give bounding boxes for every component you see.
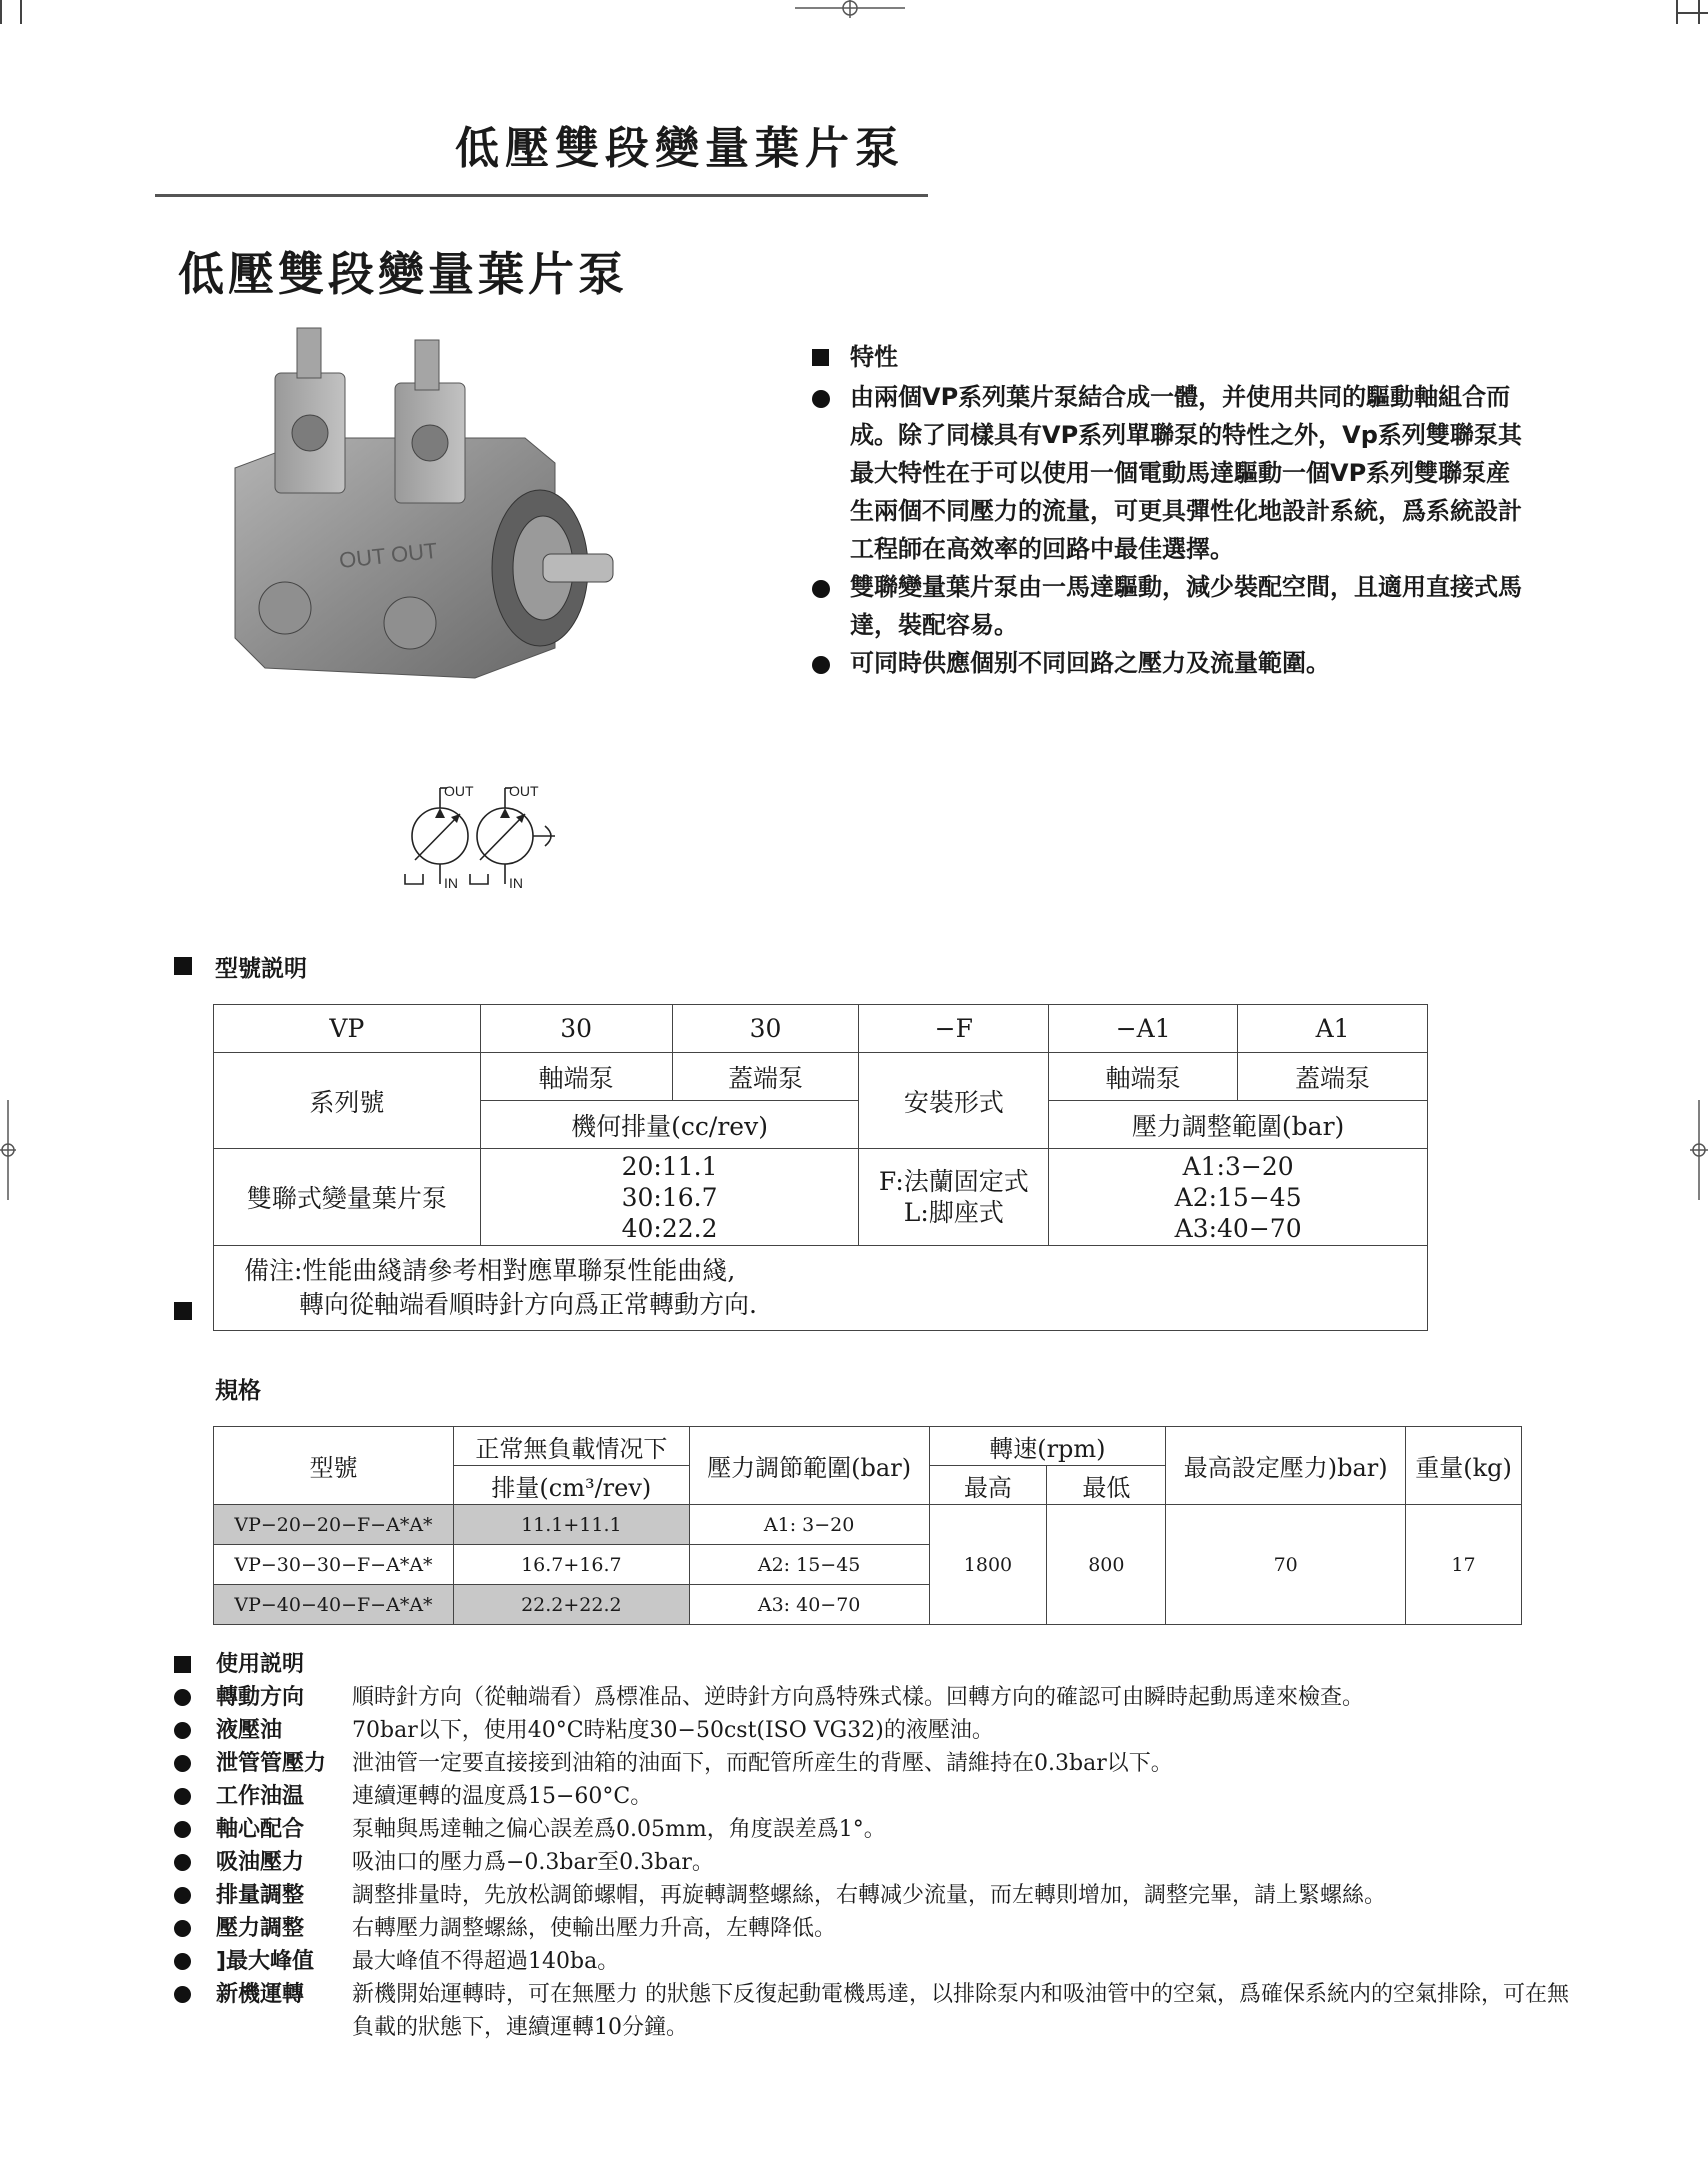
svg-text:IN: IN xyxy=(509,875,523,891)
svg-text:OUT: OUT xyxy=(509,783,539,799)
bullet-icon xyxy=(812,656,830,674)
bullet-icon xyxy=(174,1722,191,1739)
list-item: 新機運轉 新機開始運轉時，可在無壓力 的狀態下反復起動電機馬達，以排除泵内和吸油管中的空氣，爲確保系統内的空氣排除，可在無負載的狀態下，連續運轉10分鐘。 xyxy=(172,1978,1572,2044)
list-item: 液壓油 70bar以下，使用40°C時粘度30−50cst(ISO VG32)的液壓油。 xyxy=(172,1714,1572,1747)
model-heading: 型號説明 xyxy=(215,956,307,982)
header-model: 型號 xyxy=(214,1427,454,1505)
mount-values: F:法蘭固定式 L:脚座式 xyxy=(859,1149,1049,1246)
displacement-label: 機何排量(cc/rev) xyxy=(480,1101,859,1149)
square-bullet-icon xyxy=(174,1302,192,1320)
code-cell: A1 xyxy=(1238,1005,1428,1053)
product-photo xyxy=(225,318,625,688)
displacement-cell: 22.2+22.2 xyxy=(453,1585,689,1625)
svg-text:OUT OUT: OUT OUT xyxy=(337,537,439,573)
crop-mark xyxy=(1678,12,1708,14)
table-row xyxy=(214,1005,1428,1053)
table-row xyxy=(214,1053,1428,1101)
pressure-values: A1:3−20 A2:15−45 A3:40−70 xyxy=(1049,1149,1428,1246)
list-item: 排量調整 調整排量時，先放松調節螺帽，再旋轉調整螺絲，右轉减少流量，而左轉則增加，調整完畢，請上緊螺絲。 xyxy=(172,1879,1572,1912)
header-speed-max: 最高 xyxy=(929,1466,1047,1505)
code-cell: VP xyxy=(214,1005,481,1053)
square-bullet-icon xyxy=(812,349,829,366)
shaft-pump-label: 軸端泵 xyxy=(1049,1053,1238,1101)
header-no-load: 正常無負載情况下 xyxy=(453,1427,689,1466)
feature-item: 可同時供應個别不同回路之壓力及流量範圍。 xyxy=(808,644,1528,682)
bullet-icon xyxy=(174,1755,191,1772)
list-item: 吸油壓力 吸油口的壓力爲−0.3bar至0.3bar。 xyxy=(172,1846,1572,1879)
type-name: 雙聯式變量葉片泵 xyxy=(214,1149,481,1246)
svg-text:OUT: OUT xyxy=(444,783,474,799)
header-max-pressure: 最高設定壓力)bar) xyxy=(1166,1427,1406,1505)
registration-mark-right xyxy=(1690,1100,1708,1200)
bullet-icon xyxy=(174,1689,191,1706)
hydraulic-symbol-diagram xyxy=(395,780,575,892)
header-speed: 轉速(rpm) xyxy=(929,1427,1166,1466)
svg-text:IN: IN xyxy=(444,875,458,891)
code-cell: −F xyxy=(859,1005,1049,1053)
list-item: ]最大峰值 最大峰值不得超過140ba。 xyxy=(172,1945,1572,1978)
table-row xyxy=(214,1427,1522,1466)
model-table xyxy=(213,1004,1428,1331)
displacement-cell: 11.1+11.1 xyxy=(453,1505,689,1545)
square-bullet-icon xyxy=(174,1656,191,1673)
header-rule xyxy=(155,194,928,197)
model-cell: VP−30−30−F−A*A* xyxy=(214,1545,454,1585)
header-title: 低壓雙段變量葉片泵 xyxy=(455,123,905,174)
specs-table xyxy=(213,1426,1522,1625)
bullet-icon xyxy=(174,1854,191,1871)
series-label: 系列號 xyxy=(214,1053,481,1149)
bullet-icon xyxy=(174,1821,191,1838)
bullet-icon xyxy=(174,1953,191,1970)
feature-item: 雙聯變量葉片泵由一馬達驅動，減少裝配空間，且適用直接式馬達，裝配容易。 xyxy=(808,568,1528,644)
bullet-icon xyxy=(812,580,830,598)
usage-section xyxy=(172,1648,1572,2044)
list-item: 軸心配合 泵軸與馬達軸之偏心誤差爲0.05mm，角度誤差爲1°。 xyxy=(172,1813,1572,1846)
table-row xyxy=(214,1246,1428,1331)
feature-item: 由兩個VP系列葉片泵結合成一體，并使用共同的驅動軸組合而成。除了同樣具有VP系列單聯泵的特性之外，Vp系列雙聯泵其最大特性在于可以使用一個電動馬達驅動一個VP系列雙聯泵産生兩個不同壓力的流量，可更具彈性化地設計系統，爲系統設計工程師在高效率的回路中最佳選擇。 xyxy=(808,378,1528,568)
speed-max-cell: 1800 xyxy=(929,1505,1047,1625)
pressure-cell: A3: 40−70 xyxy=(689,1585,929,1625)
code-cell: −A1 xyxy=(1049,1005,1238,1053)
pressure-cell: A1: 3−20 xyxy=(689,1505,929,1545)
list-item: 轉動方向 順時針方向（從軸端看）爲標准品、逆時針方向爲特殊式樣。回轉方向的確認可由瞬時起動馬達來檢查。 xyxy=(172,1681,1572,1714)
bullet-icon xyxy=(174,1920,191,1937)
table-row xyxy=(214,1149,1428,1246)
usage-heading: 使用説明 xyxy=(172,1648,1572,1681)
bullet-icon xyxy=(174,1887,191,1904)
crop-mark xyxy=(20,0,22,24)
max-pressure-cell: 70 xyxy=(1166,1505,1406,1625)
features-section xyxy=(808,338,1528,682)
header-weight: 重量(kg) xyxy=(1406,1427,1522,1505)
pressure-label: 壓力調整範圍(bar) xyxy=(1049,1101,1428,1149)
code-cell: 30 xyxy=(672,1005,859,1053)
table-row xyxy=(214,1505,1522,1545)
cover-pump-label: 蓋端泵 xyxy=(672,1053,859,1101)
registration-mark-left xyxy=(0,1100,16,1200)
list-item: 工作油温 連續運轉的温度爲15−60°C。 xyxy=(172,1780,1572,1813)
page-title: 低壓雙段變量葉片泵 xyxy=(178,247,628,301)
registration-mark-top xyxy=(795,0,905,18)
model-cell: VP−40−40−F−A*A* xyxy=(214,1585,454,1625)
list-item: 壓力調整 右轉壓力調整螺絲，使輸出壓力升高，左轉降低。 xyxy=(172,1912,1572,1945)
weight-cell: 17 xyxy=(1406,1505,1522,1625)
pressure-cell: A2: 15−45 xyxy=(689,1545,929,1585)
shaft-pump-label: 軸端泵 xyxy=(480,1053,672,1101)
features-heading: 特性 xyxy=(808,338,1528,376)
header-displacement: 排量(cm³/rev) xyxy=(453,1466,689,1505)
displacement-cell: 16.7+16.7 xyxy=(453,1545,689,1585)
cover-pump-label: 蓋端泵 xyxy=(1238,1053,1428,1101)
square-bullet-icon xyxy=(174,957,192,975)
bullet-icon xyxy=(174,1986,191,2003)
header-pressure-range: 壓力調節範圍(bar) xyxy=(689,1427,929,1505)
note-cell: 備注:性能曲綫請參考相對應單聯泵性能曲綫, 轉向從軸端看順時針方向爲正常轉動方向. xyxy=(214,1246,1428,1331)
bullet-icon xyxy=(174,1788,191,1805)
crop-mark xyxy=(0,0,2,24)
header-speed-min: 最低 xyxy=(1047,1466,1166,1505)
list-item: 泄管管壓力 泄油管一定要直接接到油箱的油面下，而配管所産生的背壓、請維持在0.3bar以下。 xyxy=(172,1747,1572,1780)
speed-min-cell: 800 xyxy=(1047,1505,1166,1625)
bullet-icon xyxy=(812,390,830,408)
model-cell: VP−20−20−F−A*A* xyxy=(214,1505,454,1545)
mount-label: 安裝形式 xyxy=(859,1053,1049,1149)
code-cell: 30 xyxy=(480,1005,672,1053)
specs-heading: 規格 xyxy=(215,1378,261,1404)
displacement-values: 20:11.1 30:16.7 40:22.2 xyxy=(480,1149,859,1246)
